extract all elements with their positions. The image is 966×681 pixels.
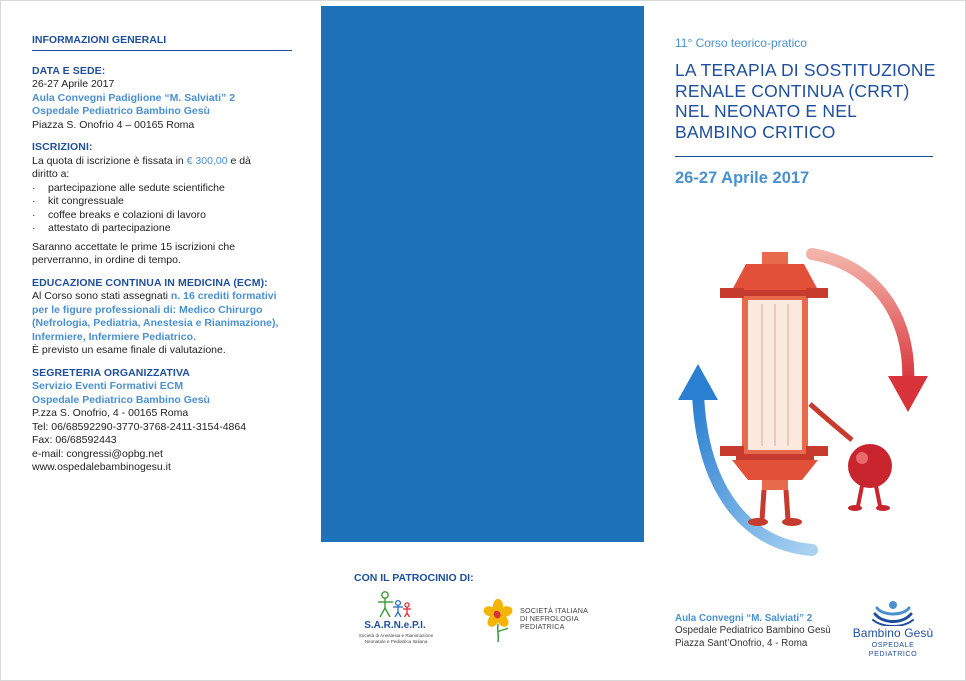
sarnepi-description: [354, 633, 438, 644]
bambino-gesu-subtitle: OSPEDALE PEDIATRICO: [868, 640, 918, 658]
venue-aula-cover: Aula Convegni “M. Salviati” 2: [675, 613, 813, 624]
secretariat-service: Servizio Eventi Formativi ECM: [32, 380, 184, 392]
secretariat-hospital: Ospedale Pediatrico Bambino Gesù: [32, 393, 210, 406]
title-line: BAMBINO CRITICO: [675, 121, 836, 142]
venue-address-cover: Piazza Sant’Onofrio, 4 - Roma: [675, 637, 808, 649]
registration-section: [32, 141, 292, 268]
sarnepi-name: S.A.R.N.e.P.I.: [364, 620, 426, 631]
registration-note-2: perverranno, in ordine di tempo.: [32, 254, 181, 266]
sarnepi-desc-line-2: Neonatale e Pediatrica Italiana: [364, 638, 428, 644]
fee-amount: € 300,00: [186, 154, 228, 167]
patronage-title: CON IL PATROCINIO DI:: [354, 572, 474, 584]
ecm-exam: È previsto un esame finale di valutazione.: [32, 344, 226, 356]
ecm-section: [32, 277, 292, 358]
registration-note-1: Saranno accettate le prime 15 iscrizioni che: [32, 240, 236, 253]
fee-line-2: diritto a:: [32, 168, 70, 180]
sinep-logo: [482, 598, 622, 644]
secretariat-address: P.zza S. Onofrio, 4 - 00165 Roma: [32, 407, 189, 419]
title-line: RENALE CONTINUA (CRRT): [675, 80, 910, 101]
sinep-line-3: PEDIATRICA: [520, 622, 565, 632]
crrt-filter-illustration: [662, 244, 952, 564]
ecm-heading: EDUCAZIONE CONTINUA IN MEDICINA (ECM):: [32, 276, 268, 289]
title-line: LA TERAPIA DI SOSTITUZIONE: [675, 60, 936, 80]
cover-venue: [675, 613, 831, 650]
sarnepi-logo: [352, 590, 438, 652]
bambino-gesu-name: Bambino Gesù: [852, 626, 934, 640]
sinep-name: [520, 607, 620, 632]
bambino-gesu-logo: [848, 598, 938, 658]
date-venue-section: [32, 65, 292, 133]
event-date: 26-27 Aprile 2017: [32, 78, 115, 90]
list-item: · attestato di partecipazione: [32, 222, 292, 236]
fee-line: [32, 155, 292, 169]
ecm-prefix: Al Corso sono stati assegnati: [32, 290, 171, 302]
course-date: 26-27 Aprile 2017: [675, 169, 810, 187]
bambino-gesu-emblem-icon: [848, 598, 938, 626]
ecm-credits: n. 16 crediti formativi: [170, 290, 277, 302]
secretariat-fax: Fax: 06/68592443: [32, 434, 117, 446]
list-item: · kit congressuale: [32, 195, 292, 209]
course-title: [675, 60, 937, 142]
list-item: · partecipazione alle sedute scientifiche: [32, 182, 292, 196]
flower-icon: [482, 598, 516, 644]
registration-heading: ISCRIZIONI:: [32, 141, 93, 153]
ecm-line-1: [32, 290, 292, 304]
date-venue-heading: DATA E SEDE:: [32, 64, 106, 77]
fee-prefix: La quota di iscrizione è fissata in: [32, 154, 187, 167]
sarnepi-figures-icon: [352, 590, 438, 620]
sarnepi-desc-line-1: Società di Anestesia e Rianimazione: [358, 633, 434, 638]
secretariat-email[interactable]: e-mail: congressi@opbg.net: [32, 447, 163, 460]
ecm-line-2: per le figure professionali di: Medico Chirurgo: [32, 303, 263, 316]
list-item: · coffee breaks e colazioni di lavoro: [32, 209, 292, 223]
secretariat-section: [32, 367, 292, 475]
secretariat-website[interactable]: www.ospedalebambinogesu.it: [32, 461, 171, 473]
title-divider: [675, 156, 933, 157]
venue-hospital-cover: Ospedale Pediatrico Bambino Gesù: [675, 625, 831, 637]
course-subtitle: 11° Corso teorico-pratico: [675, 36, 807, 50]
venue-address: Piazza S. Onofrio 4 – 00165 Roma: [32, 118, 195, 131]
fee-suffix: e dà: [227, 154, 251, 167]
secretariat-tel: Tel: 06/68592290-3770-3768-2411-3154-4864: [32, 420, 247, 433]
sinep-line-1: SOCIETÀ ITALIANA: [520, 606, 589, 615]
ecm-line-4: Infermiere, Infermiere Pediatrico.: [32, 330, 196, 343]
blue-panel: [321, 6, 644, 542]
venue-hospital: Ospedale Pediatrico Bambino Gesù: [32, 105, 210, 117]
general-info-title: INFORMAZIONI GENERALI: [32, 34, 292, 51]
sinep-line-2: DI NEFROLOGIA: [520, 614, 579, 624]
included-list: [32, 182, 292, 236]
general-info-column: [32, 34, 292, 484]
title-line: NEL NEONATO E NEL: [675, 101, 858, 121]
venue-aula: Aula Convegni Padiglione “M. Salviati” 2: [32, 91, 236, 104]
ecm-line-3: (Nefrologia, Pediatria, Anestesia e Rianimazione),: [32, 317, 279, 329]
secretariat-heading: SEGRETERIA ORGANIZZATIVA: [32, 366, 190, 379]
